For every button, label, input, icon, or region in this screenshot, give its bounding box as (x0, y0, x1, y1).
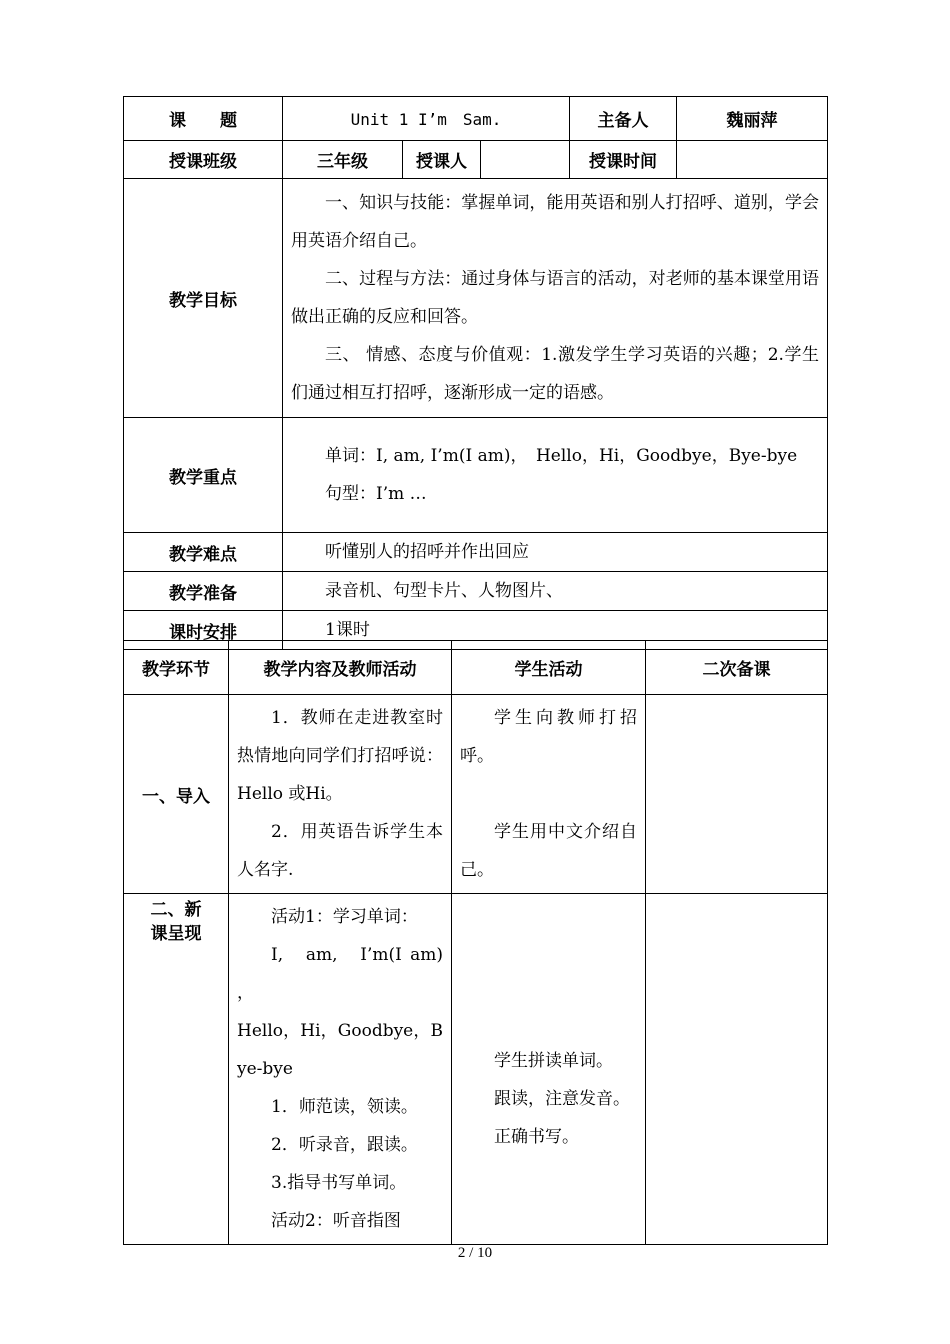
teaching-process-table (123, 640, 828, 1245)
intro-teacher-activity (229, 695, 452, 894)
key-sentence: 句型：I’m … (325, 484, 427, 504)
new-lesson-student-line: 正确书写。 (494, 1127, 579, 1147)
new-lesson-student-line: 学生拼读单词。 (494, 1051, 613, 1071)
intro-student-step: 学生向教师打招呼。 (460, 708, 637, 766)
teacher-label: 授课人 (403, 141, 481, 179)
goal-knowledge: 一、知识与技能：掌握单词，能用英语和别人打招呼、道别，学会用英语介绍自己。 (291, 193, 819, 251)
goals-label: 教学目标 (124, 179, 283, 418)
class-label: 授课班级 (124, 141, 283, 179)
new-lesson-teacher-line: 活动2：听音指图 (271, 1211, 401, 1231)
page-number: 2 / 10 (457, 1245, 493, 1261)
intro-teacher-step: 2．用英语告诉学生本人名字. (237, 822, 443, 880)
schedule-label: 课时安排 (124, 611, 283, 650)
time-value (677, 141, 828, 179)
new-lesson-teacher-line: Hello，Hi，Goodbye，Bye-bye (237, 1021, 443, 1079)
intro-student-activity (452, 695, 646, 894)
lesson-info-table (123, 96, 828, 650)
new-lesson-second-prep (646, 894, 828, 1245)
difficulty-value: 听懂别人的招呼并作出回应 (283, 533, 828, 572)
new-lesson-teacher-line: 活动1：学习单词： (271, 907, 418, 927)
teacher-value (481, 141, 570, 179)
goal-emotion: 三、 情感、态度与价值观：1.激发学生学习英语的兴趣；2.学生们通过相互打招呼，逐渐形成一定的语感。 (291, 345, 819, 403)
intro-stage: 一、导入 (124, 695, 229, 894)
owner-label: 主备人 (570, 97, 677, 141)
new-lesson-teacher-line: 3.指导书写单词。 (271, 1173, 407, 1193)
header-teacher-activity: 教学内容及教师活动 (229, 641, 452, 695)
intro-teacher-step: 1．教师在走进教室时热情地向同学们打招呼说：Hello 或Hi。 (237, 708, 443, 804)
new-lesson-teacher-line: I, am, I’m(I am) ， (237, 945, 511, 1003)
intro-student-step: 学生用中文介绍自己。 (460, 822, 637, 880)
new-lesson-stage: 二、新课呈现 (124, 894, 229, 1245)
topic-value: Unit 1 I’m Sam. (283, 97, 570, 141)
key-content (283, 418, 828, 533)
class-value: 三年级 (283, 141, 403, 179)
prep-label: 教学准备 (124, 572, 283, 611)
key-words: 单词：I, am, I’m(I am)， Hello，Hi，Goodbye，Bye-bye (325, 446, 798, 466)
difficulty-label: 教学难点 (124, 533, 283, 572)
topic-label: 课 题 (124, 97, 283, 141)
prep-value: 录音机、句型卡片、人物图片、 (283, 572, 828, 611)
new-lesson-teacher-line: 2．听录音，跟读。 (271, 1135, 418, 1155)
goals-content (283, 179, 828, 418)
new-lesson-teacher-line: 1．师范读，领读。 (271, 1097, 418, 1117)
header-student-activity: 学生活动 (452, 641, 646, 695)
intro-second-prep (646, 695, 828, 894)
new-lesson-student-line: 跟读，注意发音。 (494, 1089, 630, 1109)
schedule-value: 1课时 (283, 611, 828, 650)
header-second-prep: 二次备课 (646, 641, 828, 695)
new-lesson-teacher-activity (229, 894, 511, 1245)
time-label: 授课时间 (570, 141, 677, 179)
header-stage: 教学环节 (124, 641, 229, 695)
key-label: 教学重点 (124, 418, 283, 533)
goal-process: 二、过程与方法：通过身体与语言的活动，对老师的基本课堂用语做出正确的反应和回答。 (291, 269, 819, 327)
owner-value: 魏丽萍 (677, 97, 828, 141)
